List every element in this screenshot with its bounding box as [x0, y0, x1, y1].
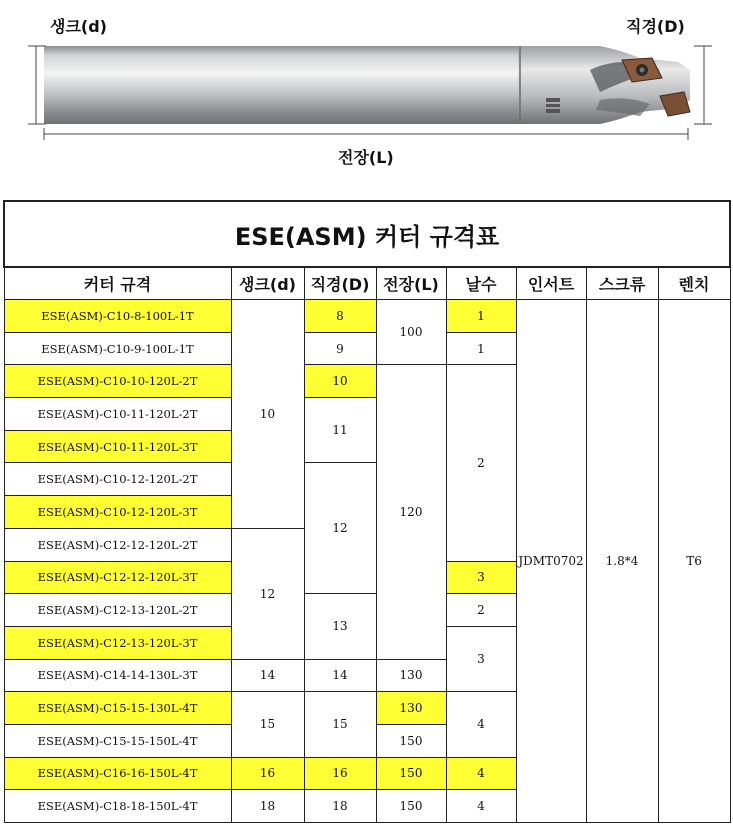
model-cell: ESE(ASM)-C15-15-130L-4T — [4, 692, 231, 725]
model-cell: ESE(ASM)-C12-13-120L-2T — [4, 594, 231, 627]
length-cell: 150 — [376, 790, 446, 823]
length-label: 전장(L) — [338, 148, 394, 167]
engraved-text — [546, 98, 560, 113]
flutes-cell: 3 — [446, 626, 516, 691]
diameter-cell: 18 — [304, 790, 376, 823]
diameter-cell: 11 — [304, 398, 376, 463]
header-model: 커터 규격 — [4, 267, 231, 300]
length-cell: 130 — [376, 692, 446, 725]
header-diameter: 직경(D) — [304, 267, 376, 300]
table-title: ESE(ASM) 커터 규격표 — [4, 201, 730, 267]
length-cell: 120 — [376, 365, 446, 659]
diameter-cell: 15 — [304, 692, 376, 757]
diameter-cell: 9 — [304, 332, 376, 365]
model-cell: ESE(ASM)-C10-11-120L-3T — [4, 430, 231, 463]
diameter-cell: 8 — [304, 300, 376, 333]
length-cell: 150 — [376, 757, 446, 790]
model-cell: ESE(ASM)-C15-15-150L-4T — [4, 724, 231, 757]
shank-body — [44, 46, 524, 124]
header-screw: 스크류 — [586, 267, 658, 300]
model-cell: ESE(ASM)-C10-12-120L-3T — [4, 496, 231, 529]
length-cell: 130 — [376, 659, 446, 692]
diameter-cell: 16 — [304, 757, 376, 790]
model-cell: ESE(ASM)-C12-12-120L-2T — [4, 528, 231, 561]
shank-cell: 16 — [231, 757, 304, 790]
tool-diagram — [0, 0, 733, 190]
shank-label: 생크(d) — [50, 17, 107, 36]
shank-cell: 18 — [231, 790, 304, 823]
flutes-cell: 4 — [446, 790, 516, 823]
model-cell: ESE(ASM)-C16-16-150L-4T — [4, 757, 231, 790]
shank-cell: 12 — [231, 528, 304, 659]
screw-cell: 1.8*4 — [586, 300, 658, 823]
flutes-cell: 1 — [446, 300, 516, 333]
diameter-cell: 12 — [304, 463, 376, 594]
model-cell: ESE(ASM)-C10-11-120L-2T — [4, 398, 231, 431]
model-cell: ESE(ASM)-C18-18-150L-4T — [4, 790, 231, 823]
header-wrench: 렌치 — [658, 267, 730, 300]
diameter-cell: 14 — [304, 659, 376, 692]
model-cell: ESE(ASM)-C12-12-120L-3T — [4, 561, 231, 594]
flutes-cell: 1 — [446, 332, 516, 365]
model-cell: ESE(ASM)-C12-13-120L-3T — [4, 626, 231, 659]
diameter-label: 직경(D) — [626, 17, 685, 36]
diameter-cell: 10 — [304, 365, 376, 398]
flutes-cell: 2 — [446, 594, 516, 627]
diameter-cell: 13 — [304, 594, 376, 659]
flutes-cell: 4 — [446, 692, 516, 757]
flutes-cell: 4 — [446, 757, 516, 790]
model-cell: ESE(ASM)-C14-14-130L-3T — [4, 659, 231, 692]
length-cell: 150 — [376, 724, 446, 757]
model-cell: ESE(ASM)-C10-12-120L-2T — [4, 463, 231, 496]
spec-table — [3, 200, 731, 823]
model-cell: ESE(ASM)-C10-9-100L-1T — [4, 332, 231, 365]
shank-cell: 15 — [231, 692, 304, 757]
flutes-cell: 2 — [446, 365, 516, 561]
header-length: 전장(L) — [376, 267, 446, 300]
header-insert: 인서트 — [516, 267, 586, 300]
header-shank: 생크(d) — [231, 267, 304, 300]
table-row — [4, 300, 730, 333]
insert-cell: JDMT0702 — [516, 300, 586, 823]
table-title-row — [4, 201, 730, 267]
shank-cell: 14 — [231, 659, 304, 692]
length-cell: 100 — [376, 300, 446, 365]
table-header-row — [4, 267, 730, 300]
flutes-cell: 3 — [446, 561, 516, 594]
shank-cell: 10 — [231, 300, 304, 529]
header-flutes: 날수 — [446, 267, 516, 300]
wrench-cell: T6 — [658, 300, 730, 823]
model-cell: ESE(ASM)-C10-8-100L-1T — [4, 300, 231, 333]
model-cell: ESE(ASM)-C10-10-120L-2T — [4, 365, 231, 398]
